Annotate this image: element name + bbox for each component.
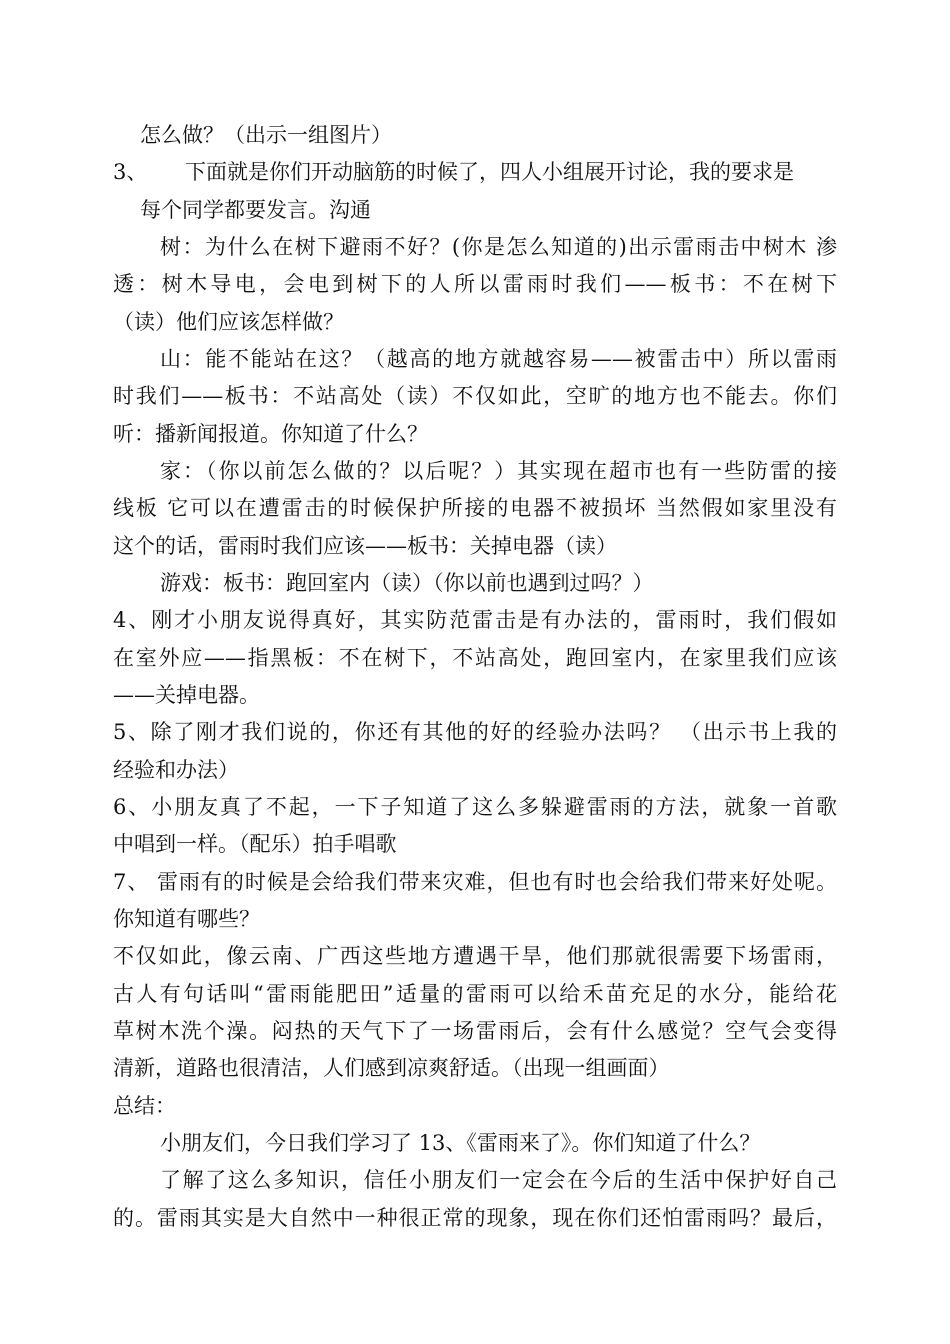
section-heading: 总结： — [113, 1094, 176, 1118]
text-line: 游戏：板书：跑回室内（读）（你以前也遇到过吗？） — [160, 571, 654, 595]
text-line: 听：播新闻报道。你知道了什么？ — [113, 422, 428, 446]
text-line: 不仅如此，像云南、广西这些地方遭遇干旱，他们那就很需要下场雷雨， — [113, 944, 837, 968]
text-line: 怎么做？（出示一组图片） — [140, 123, 392, 147]
text-line: 古人有句话叫“雷雨能肥田”适量的雷雨可以给禾苗充足的水分，能给花 — [113, 982, 837, 1006]
item-number: 3、 — [113, 160, 148, 184]
text-line: 山：能不能站在这？（越高的地方就越容易——被雷击中）所以雷雨 — [160, 347, 837, 371]
text-line: 这个的话，雷雨时我们应该——板书：关掉电器（读） — [113, 534, 617, 558]
text-line: 7、 雷雨有的时候是会给我们带来灾难，但也有时也会给我们带来好处呢。 — [113, 870, 837, 894]
text-line: ——关掉电器。 — [113, 683, 260, 707]
text-line: 中唱到一样。（配乐）拍手唱歌 — [113, 832, 397, 856]
text-line: 6、小朋友真了不起，一下子知道了这么多躲避雷雨的方法，就象一首歌 — [113, 795, 837, 819]
text-line: 透：树木导电，会电到树下的人所以雷雨时我们——板书：不在树下 — [113, 272, 837, 296]
text-line: 时我们——板书：不站高处（读）不仅如此，空旷的地方也不能去。你们 — [113, 384, 837, 408]
text-line: 4、刚才小朋友说得真好，其实防范雷击是有办法的，雷雨时，我们假如 — [113, 608, 837, 632]
text-line: 线板 它可以在遭雷击的时候保护所接的电器不被损坏 当然假如家里没有 — [113, 496, 837, 520]
text-line: 家：（你以前怎么做的？以后呢？）其实现在超市也有一些防雷的接 — [160, 459, 837, 483]
text-line: 草树木洗个澡。闷热的天气下了一场雷雨后，会有什么感觉？空气会变得 — [113, 1019, 837, 1043]
text-line: 5、除了刚才我们说的，你还有其他的好的经验办法吗？ （出示书上我的 — [113, 720, 837, 744]
text-line: 的。雷雨其实是大自然中一种很正常的现象，现在你们还怕雷雨吗？最后， — [113, 1206, 837, 1230]
text-line: 下面就是你们开动脑筋的时候了，四人小组展开讨论，我的要求是 — [185, 160, 794, 184]
text-line: 你知道有哪些？ — [113, 907, 260, 931]
text-line: 清新，道路也很清洁，人们感到凉爽舒适。（出现一组画面） — [113, 1056, 670, 1080]
text-line: 了解了这么多知识，信任小朋友们一定会在今后的生活中保护好自己 — [160, 1168, 837, 1192]
text-line: 每个同学都要发言。沟通 — [140, 198, 371, 222]
text-line: 经验和办法） — [113, 758, 239, 782]
text-line: 小朋友们，今日我们学习了 13、《雷雨来了》。你们知道了什么？ — [160, 1131, 761, 1155]
text-line: 在室外应——指黑板：不在树下，不站高处，跑回室内，在家里我们应该 — [113, 646, 837, 670]
text-line: 树：为什么在树下避雨不好？(你是怎么知道的)出示雷雨击中树木 渗 — [160, 235, 837, 259]
text-line: （读）他们应该怎样做？ — [113, 310, 344, 334]
